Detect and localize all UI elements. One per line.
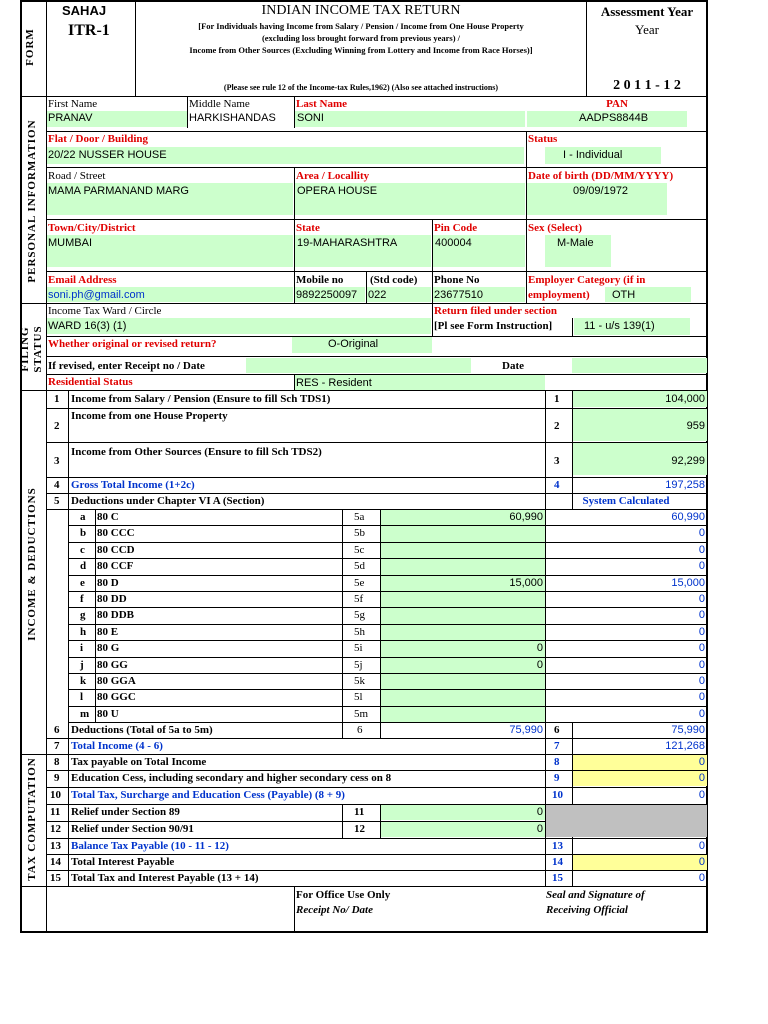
deduction-code: 5e xyxy=(354,577,365,589)
section-tax-computation: TAX COMPUTATION xyxy=(26,757,38,881)
deduction-calculated-value: 0 xyxy=(698,560,705,572)
deduction-calculated-value: 0 xyxy=(698,691,705,703)
deduction-calculated-value: 0 xyxy=(698,609,705,621)
deduction-letter: l xyxy=(80,691,84,703)
deduction-section: 80 GGA xyxy=(97,675,136,687)
office-use-label: For Office Use Only xyxy=(296,889,391,901)
total-income-value: 121,268 xyxy=(665,740,705,752)
form-label: FORM xyxy=(24,28,36,66)
revised-date-label: Date xyxy=(502,360,524,372)
employer-label: Employer Category (if in xyxy=(528,274,646,286)
total-tax-interest-label: Total Tax and Interest Payable (13 + 14) xyxy=(71,872,259,884)
revised-receipt-field[interactable] xyxy=(246,358,471,373)
deduction-calculated-value: 0 xyxy=(698,544,705,556)
town-label: Town/City/District xyxy=(48,222,136,234)
form-subtitle-2: (excluding loss brought forward from previous years) / xyxy=(261,33,461,43)
deductions-total-label: Deductions (Total of 5a to 5m) xyxy=(71,724,213,736)
deduction-calculated-value: 0 xyxy=(698,708,705,720)
deduction-code: 5c xyxy=(354,544,365,556)
deduction-claimed-value: 0 xyxy=(536,659,543,671)
section-income-deductions: INCOME & DEDUCTIONS xyxy=(26,487,38,641)
form-note: (Please see rule 12 of the Income-tax Rules,1962) (Also see attached instructions) xyxy=(223,83,499,92)
itr-label: ITR-1 xyxy=(68,22,110,39)
income-other-label: Income from Other Sources (Ensure to fill Sch TDS2) xyxy=(71,446,322,458)
deduction-claimed-field[interactable] xyxy=(381,608,545,624)
deduction-code: 5a xyxy=(354,511,365,523)
deduction-claimed-value: 60,990 xyxy=(509,511,543,523)
deduction-letter: a xyxy=(80,511,86,523)
area-label: Area / Locallity xyxy=(296,170,370,182)
seal-label: Seal and Signature of xyxy=(546,889,645,901)
assessment-year-label: Assessment Year xyxy=(600,4,694,19)
deduction-calculated-value: 0 xyxy=(698,593,705,605)
last-name-field[interactable] xyxy=(295,111,525,127)
deduction-claimed-field[interactable] xyxy=(381,707,545,722)
deduction-calculated-value: 0 xyxy=(698,675,705,687)
deduction-code: 5h xyxy=(354,626,365,638)
deduction-letter: d xyxy=(80,560,87,572)
deduction-claimed-field[interactable] xyxy=(381,674,545,689)
deductions-total-claimed: 75,990 xyxy=(509,724,543,736)
deduction-section: 80 DD xyxy=(97,593,127,605)
deduction-claimed-value: 0 xyxy=(536,642,543,654)
deduction-calculated-value: 0 xyxy=(698,527,705,539)
flat-label: Flat / Door / Building xyxy=(48,133,149,145)
form-title: INDIAN INCOME TAX RETURN xyxy=(261,3,461,18)
deduction-code: 5d xyxy=(354,560,365,572)
std-label: (Std code) xyxy=(370,274,418,286)
assessment-year-value: 2 0 1 1 - 1 2 xyxy=(613,78,681,93)
balance-tax-label: Balance Tax Payable (10 - 11 - 12) xyxy=(71,840,229,852)
deduction-letter: k xyxy=(80,675,87,687)
deduction-code: 5g xyxy=(354,609,365,621)
state-label: State xyxy=(296,222,320,234)
deduction-section: 80 E xyxy=(97,626,119,638)
form-subtitle-1: [For Individuals having Income from Salary / Pension / Income from One House Property xyxy=(198,21,524,31)
deduction-letter: f xyxy=(80,593,84,605)
employer-label-2: employment) xyxy=(528,289,590,301)
gross-total-income-label: Gross Total Income (1+2c) xyxy=(71,479,195,491)
seal-label-2: Receiving Official xyxy=(546,904,628,916)
residential-status-label: Residential Status xyxy=(48,376,133,388)
section-label: Return filed under section xyxy=(434,305,557,317)
assessment-year-label-2: Year xyxy=(635,22,659,37)
sex-label: Sex (Select) xyxy=(528,222,583,234)
deduction-code: 5i xyxy=(354,642,363,654)
phone-label: Phone No xyxy=(434,274,480,286)
balance-tax-value: 0 xyxy=(698,840,705,852)
deduction-letter: i xyxy=(80,642,84,654)
relief-89-label: Relief under Section 89 xyxy=(71,806,180,818)
deduction-calculated-value: 0 xyxy=(698,642,705,654)
first-name-label: First Name xyxy=(48,98,98,110)
relief-shaded-area xyxy=(546,805,707,837)
deduction-claimed-field[interactable] xyxy=(381,526,545,542)
deduction-letter: c xyxy=(80,544,85,556)
ward-label: Income Tax Ward / Circle xyxy=(48,305,162,317)
deduction-section: 80 GG xyxy=(97,659,128,671)
status-label: Status xyxy=(528,133,558,145)
deduction-code: 5k xyxy=(354,675,365,687)
deduction-section: 80 GGC xyxy=(97,691,136,703)
deductions-header-label: Deductions under Chapter VI A (Section) xyxy=(71,495,265,507)
education-cess-label: Education Cess, including secondary and higher secondary cess on 8 xyxy=(71,772,392,784)
last-name-label: Last Name xyxy=(296,98,348,110)
income-salary-label: Income from Salary / Pension (Ensure to fill Sch TDS1) xyxy=(71,393,331,405)
deduction-code: 5l xyxy=(354,691,363,703)
deduction-code: 5b xyxy=(354,527,365,539)
deduction-section: 80 G xyxy=(97,642,120,654)
relief-90-label: Relief under Section 90/91 xyxy=(71,823,194,835)
total-tax-label: Total Tax, Surcharge and Education Cess (Payable) (8 + 9) xyxy=(71,789,345,801)
pin-label: Pin Code xyxy=(434,222,478,234)
section-personal-info: PERSONAL INFORMATION xyxy=(26,119,38,283)
pan-label: PAN xyxy=(606,98,628,110)
deduction-section: 80 DDB xyxy=(97,609,134,621)
section-label-2: [Pl see Form Instruction] xyxy=(434,320,553,332)
total-tax-interest-value: 0 xyxy=(698,872,705,884)
road-label: Road / Street xyxy=(48,170,106,182)
system-calculated-label: System Calculated xyxy=(582,495,670,507)
deduction-section: 80 CCD xyxy=(97,544,135,556)
deduction-letter: m xyxy=(80,708,90,720)
deduction-calculated-value: 60,990 xyxy=(671,511,705,523)
deduction-section: 80 U xyxy=(97,708,119,720)
total-tax-value: 0 xyxy=(698,789,705,801)
deduction-claimed-field[interactable] xyxy=(381,690,545,706)
tax-payable-label: Tax payable on Total Income xyxy=(71,756,207,768)
deduction-letter: j xyxy=(80,659,84,671)
deduction-code: 5j xyxy=(354,659,363,671)
deduction-claimed-field[interactable] xyxy=(381,559,545,575)
deduction-calculated-value: 0 xyxy=(698,626,705,638)
middle-name-label: Middle Name xyxy=(189,98,250,110)
email-label: Email Address xyxy=(48,274,117,286)
deductions-total-value: 75,990 xyxy=(671,724,705,736)
receipt-date-label: Receipt No/ Date xyxy=(296,904,373,916)
deduction-calculated-value: 0 xyxy=(698,659,705,671)
deduction-code: 5f xyxy=(354,593,364,605)
original-revised-label: Whether original or revised return? xyxy=(48,338,217,350)
gross-total-income-value: 197,258 xyxy=(665,479,705,491)
total-income-label: Total Income (4 - 6) xyxy=(71,740,163,752)
deduction-claimed-field[interactable] xyxy=(381,592,545,607)
deduction-code: 5m xyxy=(354,708,369,720)
deduction-letter: h xyxy=(80,626,87,638)
mobile-label: Mobile no xyxy=(296,274,344,286)
deduction-letter: b xyxy=(80,527,87,539)
interest-payable-label: Total Interest Payable xyxy=(71,856,175,868)
deduction-section: 80 D xyxy=(97,577,119,589)
revised-date-field[interactable] xyxy=(572,358,707,373)
revised-receipt-label: If revised, enter Receipt no / Date xyxy=(48,360,205,372)
dob-label: Date of birth (DD/MM/YYYY) xyxy=(528,170,674,182)
section-filing-status: FILING STATUS xyxy=(19,325,44,373)
deduction-claimed-field[interactable] xyxy=(381,625,545,640)
income-house-label: Income from one House Property xyxy=(71,410,228,422)
deduction-section: 80 CCC xyxy=(97,527,135,539)
deduction-letter: g xyxy=(80,609,86,621)
deduction-claimed-value: 15,000 xyxy=(509,577,543,589)
form-subtitle-3: Income from Other Sources (Excluding Winning from Lottery and Income from Race Horses)] xyxy=(189,45,533,55)
deduction-calculated-value: 15,000 xyxy=(671,577,705,589)
deduction-section: 80 C xyxy=(97,511,119,523)
sahaj-label: SAHAJ xyxy=(62,3,107,18)
middle-name-field[interactable]: HARKISHANDAS xyxy=(189,112,276,124)
deduction-section: 80 CCF xyxy=(97,560,134,572)
deduction-letter: e xyxy=(80,577,85,589)
deduction-claimed-field[interactable] xyxy=(381,543,545,558)
